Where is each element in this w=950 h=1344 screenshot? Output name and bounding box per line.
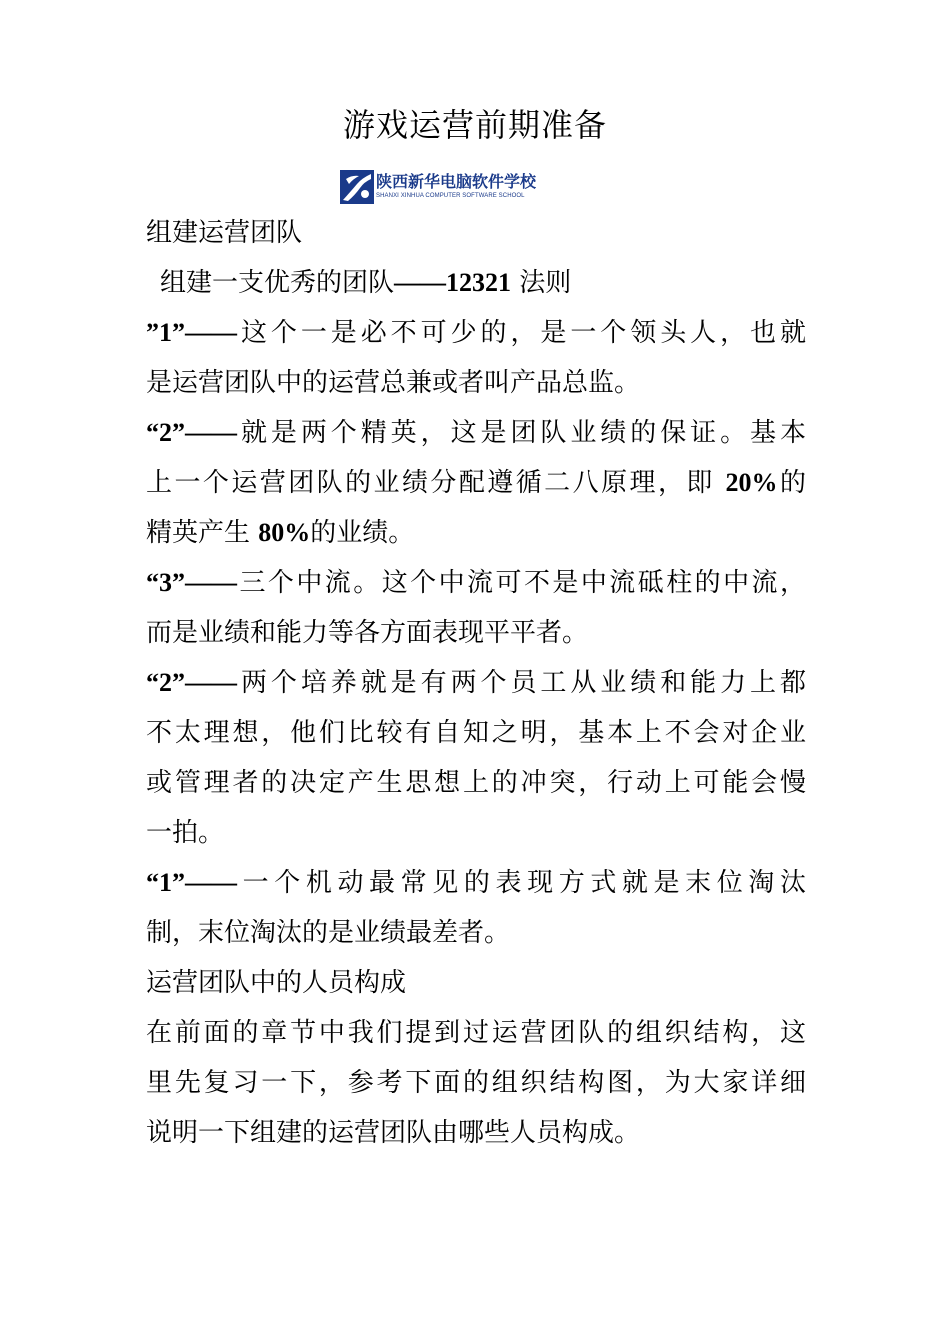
rule-number: 12321	[446, 268, 512, 297]
item-label: “1”——	[146, 868, 237, 897]
item-2-line-3	[146, 508, 806, 558]
item-4-line-1	[146, 658, 806, 708]
rule-intro-suffix: 法则	[511, 268, 572, 298]
logo-chinese-name: 陕西新华电脑软件学校	[376, 172, 537, 191]
rule-intro-dash: ——	[394, 268, 447, 297]
school-logo-icon	[340, 170, 374, 204]
item-label: “2”——	[146, 418, 237, 447]
item-text: 上一个运营团队的业绩分配遵循二八原理，即	[146, 468, 726, 498]
section2-line-3: 说明一下组建的运营团队由哪些人员构成。	[146, 1118, 641, 1148]
rule-intro-text: 组建一支优秀的团队	[160, 268, 395, 298]
section2-line-2: 里先复习一下，参考下面的组织结构图，为大家详细	[146, 1068, 806, 1098]
item-4-line-4: 一拍。	[146, 818, 225, 848]
document-body	[146, 208, 806, 1158]
section-heading: 组建运营团队	[146, 218, 303, 248]
item-text: 两个培养就是有两个员工从业绩和能力上都	[237, 668, 806, 698]
item-text: 就是两个精英，这是团队业绩的保证。基本	[237, 418, 806, 448]
item-label: “3”——	[146, 568, 237, 597]
item-4-line-3: 或管理者的决定产生思想上的冲突，行动上可能会慢	[146, 768, 806, 798]
item-label: ”1”——	[146, 318, 237, 347]
item-1-line-2: 是运营团队中的运营总兼或者叫产品总监。	[146, 368, 641, 398]
item-text: 这个一是必不可少的，是一个领头人，也就	[237, 318, 806, 348]
item-5-line-1	[146, 858, 806, 908]
rule-intro	[146, 258, 806, 308]
school-logo	[340, 170, 545, 206]
item-3-line-1	[146, 558, 806, 608]
section2-line-1: 在前面的章节中我们提到过运营团队的组织结构，这	[146, 1018, 806, 1048]
section-heading: 运营团队中的人员构成	[146, 968, 407, 998]
logo-english-name: SHANXI XINHUA COMPUTER SOFTWARE SCHOOL	[376, 193, 525, 199]
item-text: 三个中流。这个中流可不是中流砥柱的中流，	[237, 568, 806, 598]
item-text: 精英产生	[146, 518, 259, 548]
percent-value: 80%	[258, 518, 311, 547]
item-1-line-1	[146, 308, 806, 358]
item-3-line-2: 而是业绩和能力等各方面表现平平者。	[146, 618, 589, 648]
item-text: 的业绩。	[310, 518, 415, 548]
document-title: 游戏运营前期准备	[342, 106, 607, 144]
item-2-line-2	[146, 458, 806, 508]
item-4-line-2: 不太理想，他们比较有自知之明，基本上不会对企业	[146, 718, 806, 748]
item-label: “2”——	[146, 668, 237, 697]
percent-value: 20%	[725, 468, 778, 497]
item-5-line-2: 制，末位淘汰的是业绩最差者。	[146, 918, 511, 948]
item-2-line-1	[146, 408, 806, 458]
item-text: 一个机动最常见的表现方式就是末位淘汰	[237, 868, 806, 898]
item-text: 的	[777, 468, 806, 498]
